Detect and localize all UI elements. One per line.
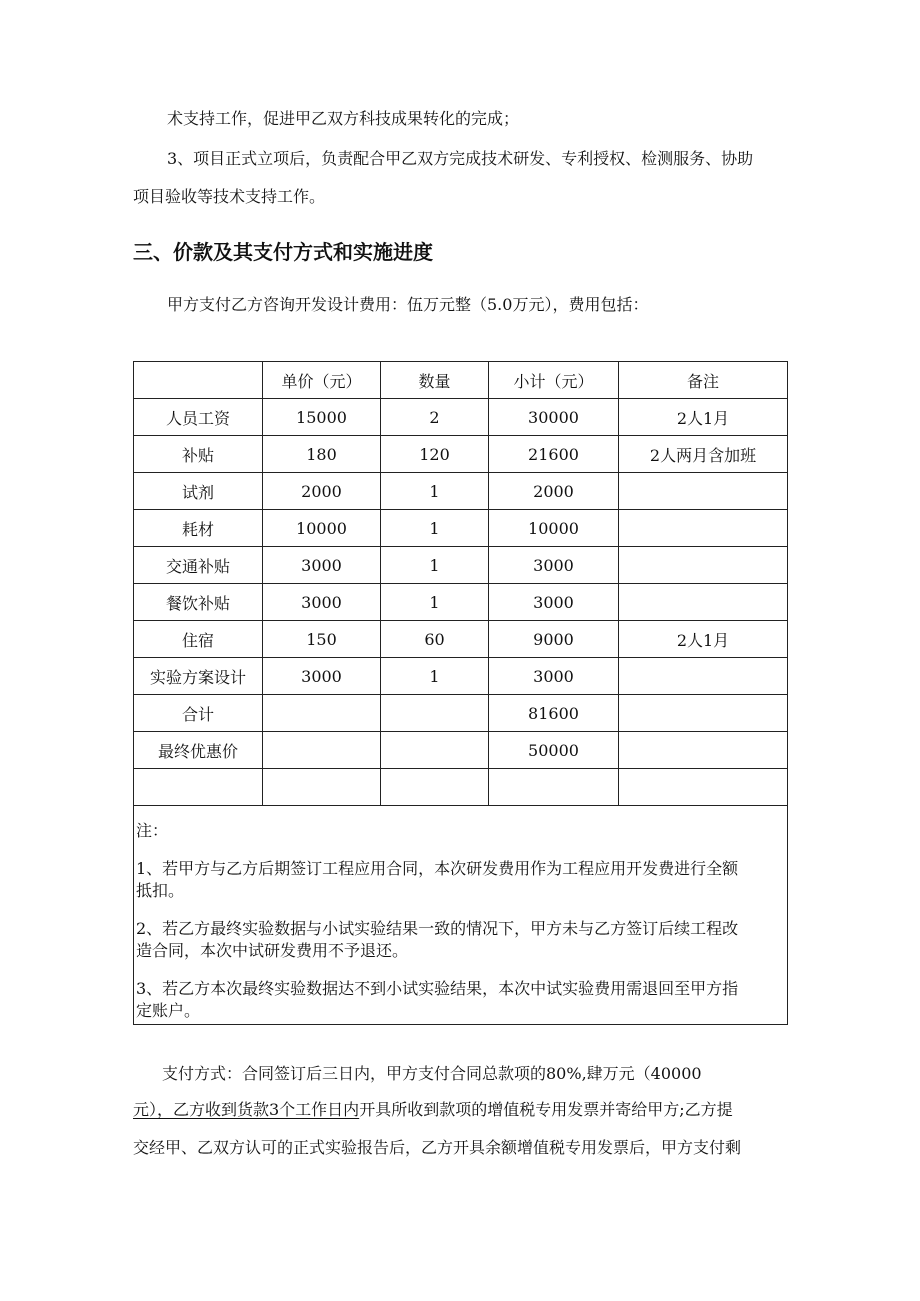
note-2-line-2: 造合同，本次中试研发费用不予退还。 [136, 941, 409, 960]
table-cell [619, 732, 788, 769]
intro-line-3: 项目验收等技术支持工作。 [133, 187, 326, 206]
table-row [134, 584, 788, 621]
table-row [134, 436, 788, 473]
table-cell [134, 769, 263, 806]
intro-line-2: 3、项目正式立项后，负责配合甲乙双方完成技术研发、专利授权、检测服务、协助 [167, 149, 754, 168]
note-3-line-1: 3、若乙方本次最终实验数据达不到小试实验结果，本次中试实验费用需退回至甲方指 [136, 979, 739, 998]
table-cell: 人员工资 [134, 399, 263, 436]
table-cell [619, 695, 788, 732]
notes-cell [134, 806, 788, 1025]
table-cell [489, 769, 619, 806]
table-header-cell: 备注 [619, 362, 788, 399]
table-cell: 2 [381, 399, 489, 436]
table-notes-row [134, 806, 788, 1025]
table-cell: 120 [381, 436, 489, 473]
table-cell [619, 510, 788, 547]
payment-line-1: 支付方式：合同签订后三日内，甲方支付合同总款项的80%,肆万元（40000 [162, 1064, 702, 1083]
table-cell: 交通补贴 [134, 547, 263, 584]
table-header-cell: 小计（元） [489, 362, 619, 399]
table-header-cell: 数量 [381, 362, 489, 399]
table-cell: 补贴 [134, 436, 263, 473]
table-cell [619, 584, 788, 621]
table-row [134, 695, 788, 732]
table-cell: 3000 [263, 584, 381, 621]
table-cell: 9000 [489, 621, 619, 658]
table-cell: 10000 [489, 510, 619, 547]
note-3 [136, 978, 787, 1022]
table-cell: 1 [381, 510, 489, 547]
table-cell: 试剂 [134, 473, 263, 510]
table-cell: 3000 [263, 658, 381, 695]
table-row [134, 732, 788, 769]
table-cell: 81600 [489, 695, 619, 732]
table-cell: 10000 [263, 510, 381, 547]
table-cell: 1 [381, 658, 489, 695]
table-cell: 3000 [489, 584, 619, 621]
section-heading: 三、价款及其支付方式和实施进度 [133, 240, 433, 264]
table-row [134, 769, 788, 806]
payment-line-3: 交经甲、乙双方认可的正式实验报告后，乙方开具余额增值税专用发票后，甲方支付剩 [133, 1138, 742, 1157]
table-cell [263, 732, 381, 769]
table-cell: 餐饮补贴 [134, 584, 263, 621]
table-cell: 30000 [489, 399, 619, 436]
table-cell: 耗材 [134, 510, 263, 547]
table-cell [619, 547, 788, 584]
table-cell: 住宿 [134, 621, 263, 658]
note-2 [136, 918, 787, 962]
table-cell: 1 [381, 584, 489, 621]
table-cell: 实验方案设计 [134, 658, 263, 695]
table-cell: 最终优惠价 [134, 732, 263, 769]
table-cell [381, 732, 489, 769]
fee-table [133, 361, 788, 1025]
table-header-cell [134, 362, 263, 399]
note-3-line-2: 定账户。 [136, 1001, 201, 1020]
table-cell: 2人两月含加班 [619, 436, 788, 473]
table-cell: 15000 [263, 399, 381, 436]
table-row [134, 473, 788, 510]
table-header-row [134, 362, 788, 399]
table-cell: 3000 [263, 547, 381, 584]
table-row [134, 510, 788, 547]
table-cell: 50000 [489, 732, 619, 769]
table-cell [619, 769, 788, 806]
note-1 [136, 858, 787, 902]
table-row [134, 547, 788, 584]
table-cell [381, 769, 489, 806]
table-row [134, 399, 788, 436]
table-cell [381, 695, 489, 732]
table-cell: 1 [381, 473, 489, 510]
payment-line-2-rest: 开具所收到款项的增值税专用发票并寄给甲方;乙方提 [359, 1100, 733, 1119]
table-cell: 合计 [134, 695, 263, 732]
payment-underlined-term: 元），乙方收到货款3个工作日内 [133, 1100, 360, 1119]
table-cell: 2人1月 [619, 621, 788, 658]
table-cell: 1 [381, 547, 489, 584]
table-cell [263, 695, 381, 732]
notes-title: 注： [136, 821, 169, 840]
note-1-line-1: 1、若甲方与乙方后期签订工程应用合同，本次研发费用作为工程应用开发费进行全额 [136, 859, 739, 878]
intro-line-1: 术支持工作，促进甲乙双方科技成果转化的完成； [167, 109, 520, 128]
table-cell [619, 473, 788, 510]
table-cell: 2000 [263, 473, 381, 510]
table-cell: 3000 [489, 658, 619, 695]
table-row [134, 658, 788, 695]
note-1-line-2: 抵扣。 [136, 881, 185, 900]
table-header-cell: 单价（元） [263, 362, 381, 399]
table-cell: 60 [381, 621, 489, 658]
table-cell: 2000 [489, 473, 619, 510]
note-2-line-1: 2、若乙方最终实验数据与小试实验结果一致的情况下，甲方未与乙方签订后续工程改 [136, 919, 739, 938]
table-cell: 180 [263, 436, 381, 473]
table-cell: 3000 [489, 547, 619, 584]
table-row [134, 621, 788, 658]
table-cell: 150 [263, 621, 381, 658]
table-cell: 21600 [489, 436, 619, 473]
table-cell: 2人1月 [619, 399, 788, 436]
table-cell [263, 769, 381, 806]
payment-line-2 [133, 1099, 733, 1121]
table-cell [619, 658, 788, 695]
fee-summary: 甲方支付乙方咨询开发设计费用：伍万元整（5.0万元），费用包括： [167, 295, 649, 314]
